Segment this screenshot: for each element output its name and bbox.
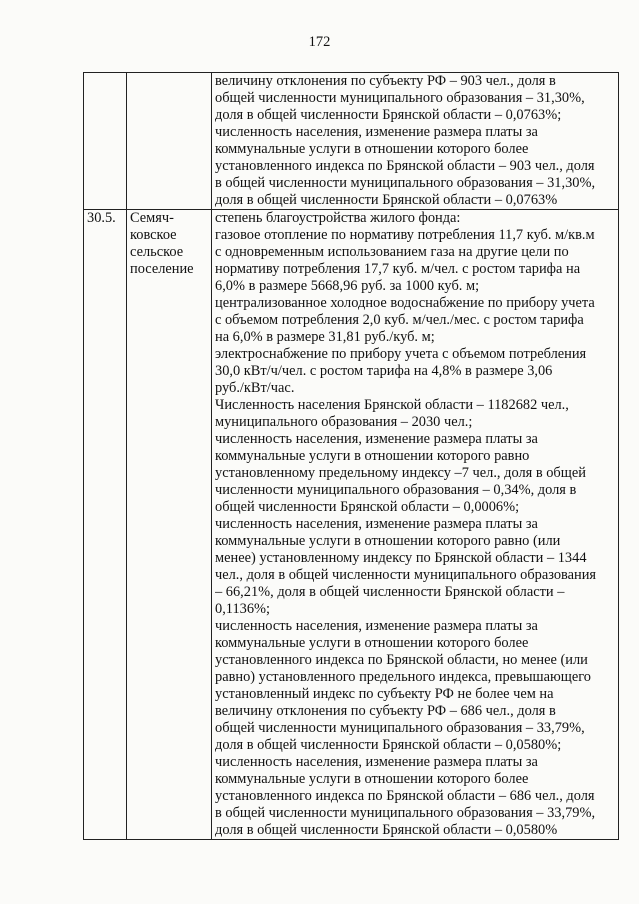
text-line: 30,0 кВт/ч/чел. с ростом тарифа на 4,8% в размере 3,06 <box>215 363 553 379</box>
text-line: общей численности муниципального образования – 33,79%, <box>215 720 585 736</box>
text-line: сельское <box>130 244 184 260</box>
text-line: доля в общей численности Брянской области – 0,0763%; <box>215 107 562 123</box>
description-cell <box>212 73 619 210</box>
text-line: нормативу потребления 17,7 куб. м/чел. с ростом тарифа на <box>215 261 581 277</box>
text-line: численность населения, изменение размера платы за <box>215 516 538 532</box>
page-number: 172 <box>308 34 331 50</box>
text-line: с объемом потребления 2,0 куб. м/чел./мес. с ростом тарифа <box>215 312 584 328</box>
text-line: общей численности Брянской области – 0,0006%; <box>215 499 520 515</box>
settlement-name-cell <box>127 73 212 210</box>
text-line: численность населения, изменение размера платы за <box>215 754 538 770</box>
text-line: коммунальные услуги в отношении которого более <box>215 635 529 651</box>
text-line: доля в общей численности Брянской области – 0,0580% <box>215 822 558 838</box>
text-line: 0,1136%; <box>215 601 271 617</box>
text-line: установленного индекса по Брянской области, но менее (или <box>215 652 588 668</box>
text-line: численность населения, изменение размера платы за <box>215 618 538 634</box>
description-text <box>215 73 615 209</box>
description-text <box>215 210 615 839</box>
text-line: установленного индекса по Брянской области – 903 чел., доля <box>215 158 595 174</box>
description-cell <box>212 210 619 840</box>
text-line: коммунальные услуги в отношении которого более <box>215 141 529 157</box>
text-line: величину отклонения по субъекту РФ – 686 чел., доля в <box>215 703 556 719</box>
text-line: общей численности муниципального образования – 31,30%, <box>215 90 585 106</box>
text-line: величину отклонения по субъекту РФ – 903 чел., доля в <box>215 73 556 89</box>
text-line: установленный индекс по субъекту РФ не более чем на <box>215 686 554 702</box>
text-line: доля в общей численности Брянской области – 0,0763% <box>215 192 558 208</box>
text-line: в общей численности муниципального образования – 33,79%, <box>215 805 596 821</box>
text-line: установленного индекса по Брянской области – 686 чел., доля <box>215 788 595 804</box>
text-line: менее) установленному индексу по Брянской области – 1344 <box>215 550 587 566</box>
text-line: газовое отопление по нормативу потребления 11,7 куб. м/кв.м <box>215 227 595 243</box>
text-line: централизованное холодное водоснабжение по прибору учета <box>215 295 595 311</box>
text-line: руб./кВт/час. <box>215 380 295 396</box>
text-line: степень благоустройства жилого фонда: <box>215 210 461 226</box>
table-row <box>84 73 619 210</box>
text-line: коммунальные услуги в отношении которого более <box>215 771 529 787</box>
text-line: Семяч- <box>130 210 174 226</box>
text-line: в общей численности муниципального образования – 31,30%, <box>215 175 596 191</box>
text-line: 6,0% в размере 5668,96 руб. за 1000 куб. м; <box>215 278 480 294</box>
text-line: численность населения, изменение размера платы за <box>215 431 538 447</box>
text-line: коммунальные услуги в отношении которого равно (или <box>215 533 561 549</box>
text-line: ковское <box>130 227 177 243</box>
settlement-name-cell <box>127 210 212 840</box>
text-line: доля в общей численности Брянской области – 0,0580%; <box>215 737 562 753</box>
text-line: на 6,0% в размере 31,81 руб./куб. м; <box>215 329 435 345</box>
row-number-cell <box>84 210 127 840</box>
text-line: чел., доля в общей численности муниципального образования <box>215 567 597 583</box>
text-line: Численность населения Брянской области – 1182682 чел., <box>215 397 569 413</box>
text-line: – 66,21%, доля в общей численности Брянской области – <box>215 584 565 600</box>
table-row <box>84 210 619 840</box>
text-line: с одновременным использованием газа на другие цели по <box>215 244 569 260</box>
text-line: электроснабжение по прибору учета с объемом потребления <box>215 346 587 362</box>
text-line: равно) установленного предельного индекса, превышающего <box>215 669 591 685</box>
row-number-cell <box>84 73 127 210</box>
text-line: поселение <box>130 261 194 277</box>
text-line: численности муниципального образования – 0,34%, доля в <box>215 482 577 498</box>
text-line: численность населения, изменение размера платы за <box>215 124 538 140</box>
row-number: 30.5. <box>87 210 116 226</box>
settlement-name <box>130 210 208 278</box>
text-line: установленному предельному индексу –7 чел., доля в общей <box>215 465 586 481</box>
data-table <box>83 72 619 840</box>
text-line: муниципального образования – 2030 чел.; <box>215 414 473 430</box>
text-line: коммунальные услуги в отношении которого равно <box>215 448 530 464</box>
